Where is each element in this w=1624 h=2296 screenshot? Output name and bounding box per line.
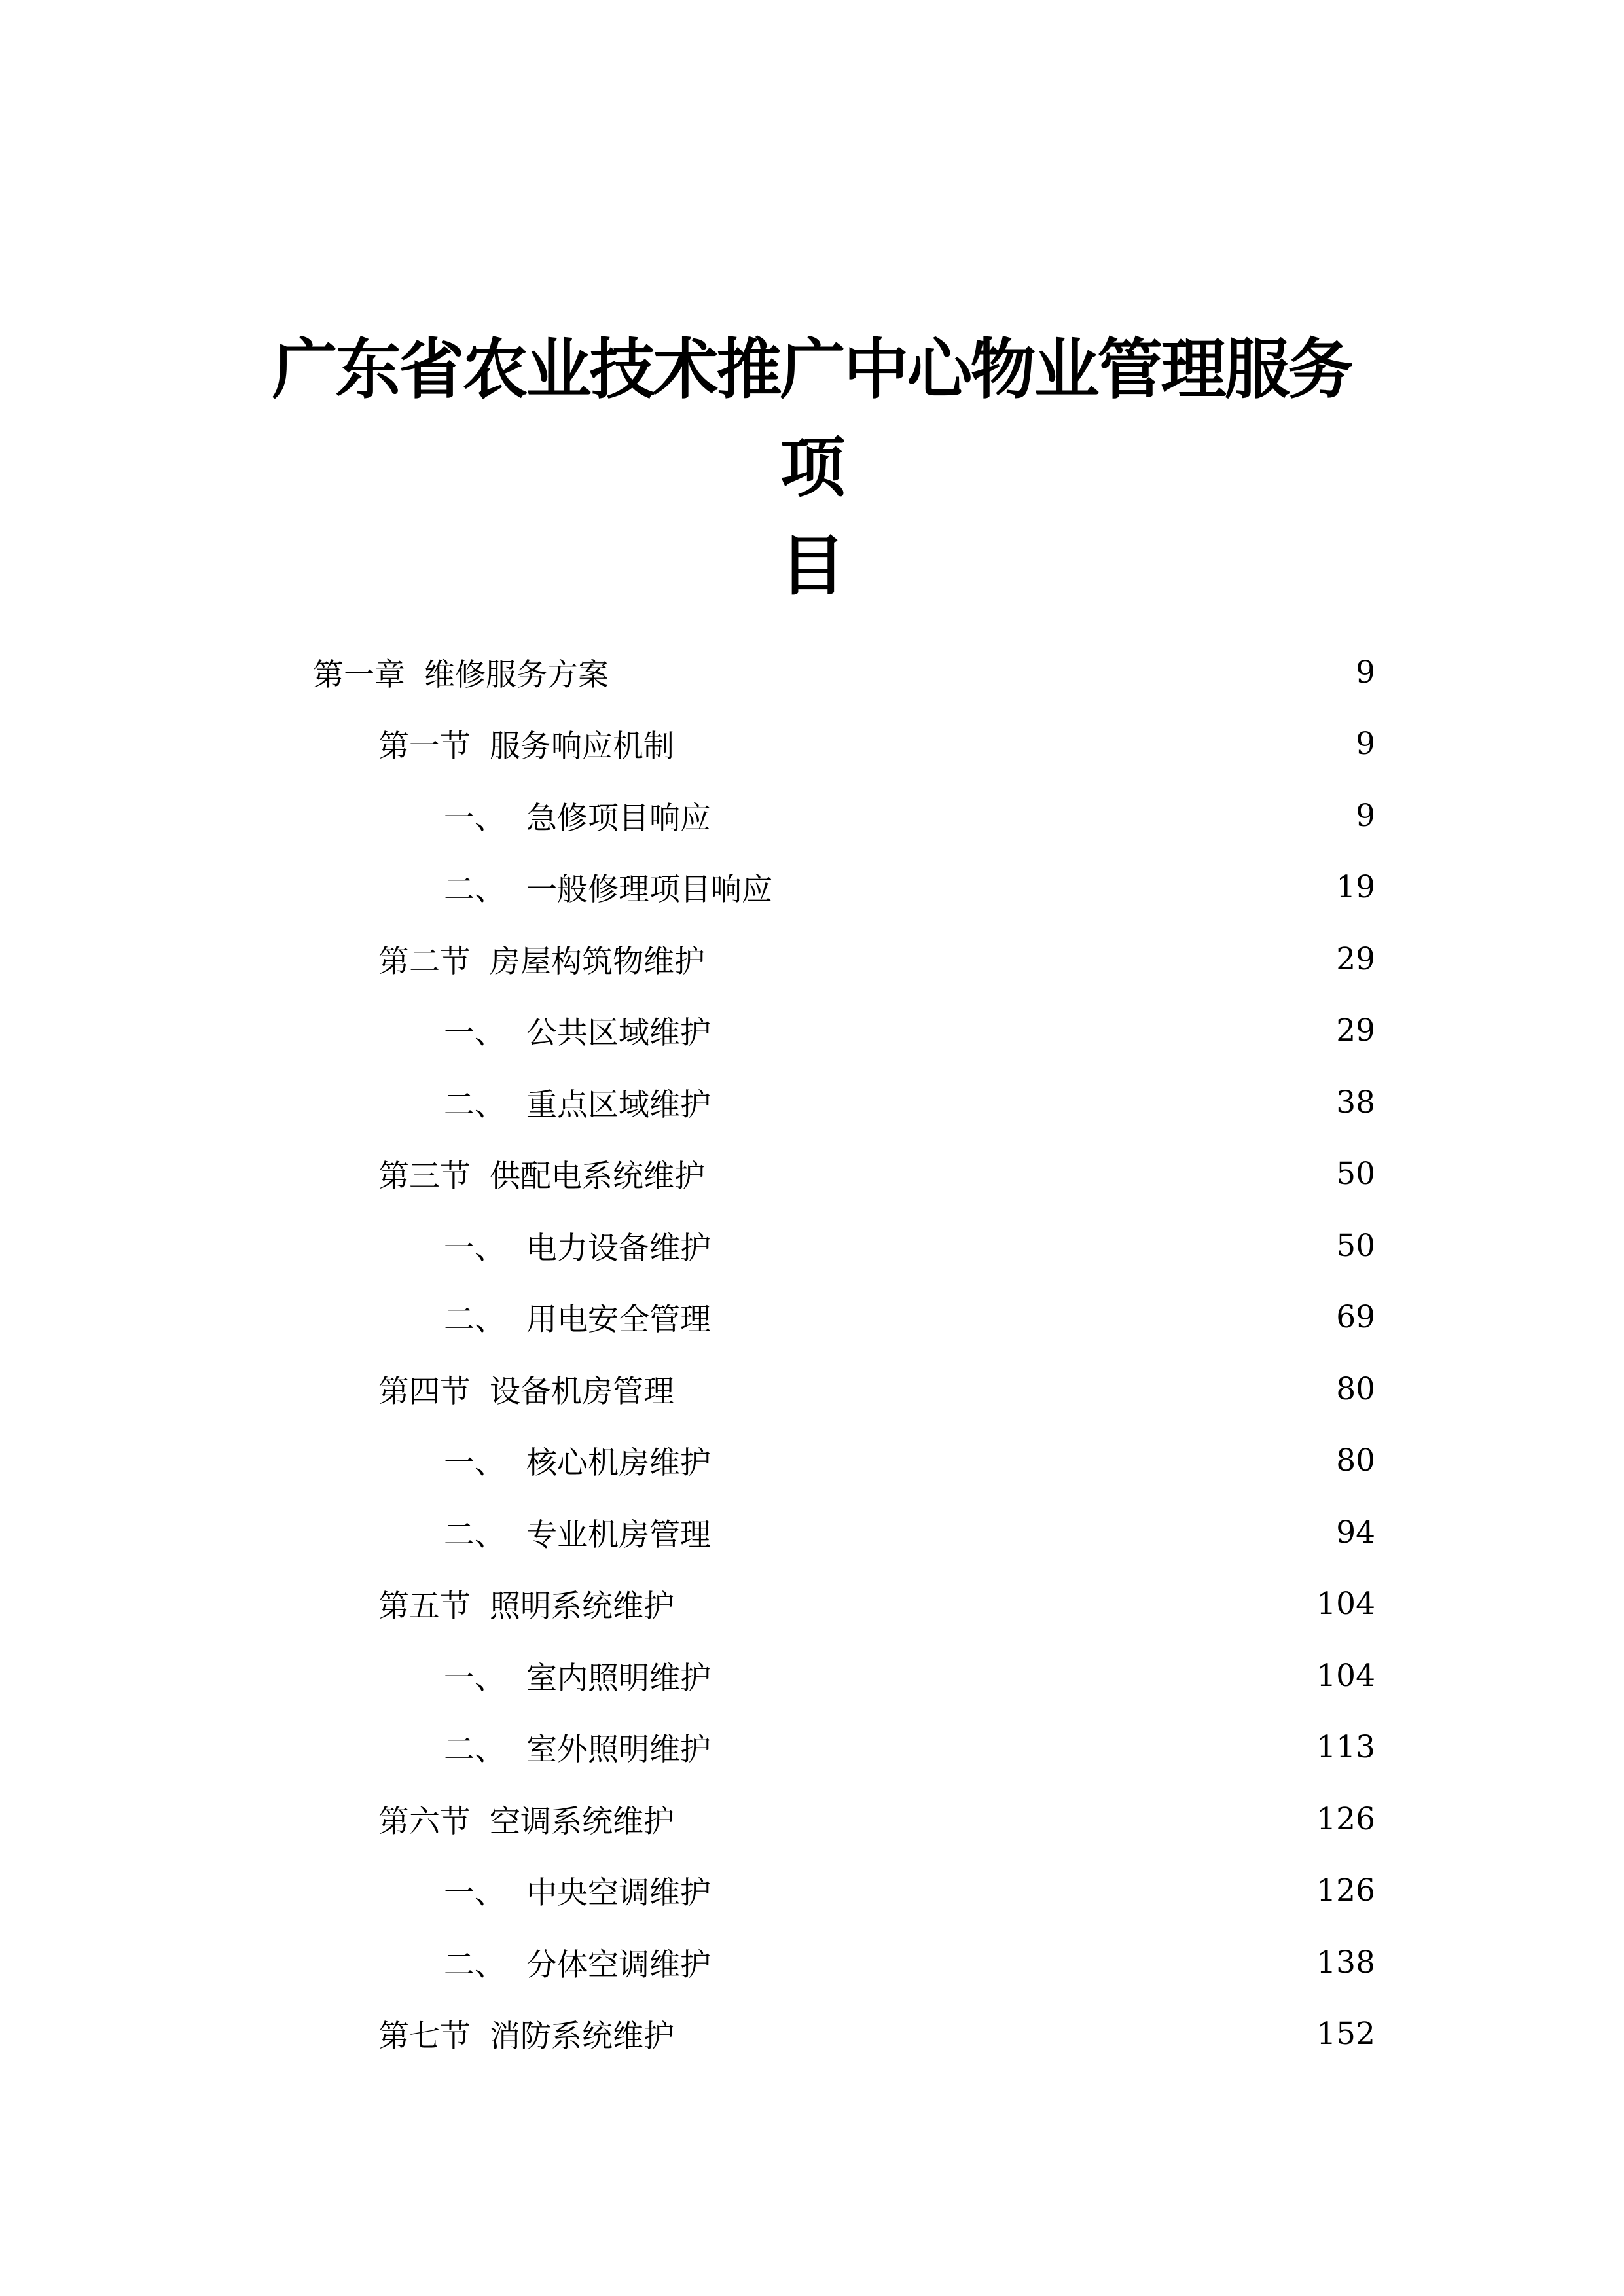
- toc-entry-title: 服务响应机制: [490, 728, 674, 764]
- toc-entry-subsection[interactable]: [444, 1933, 1375, 1992]
- toc-entry-label: [444, 865, 772, 909]
- toc-entry-section[interactable]: [378, 714, 1375, 773]
- toc-entry-title: 空调系统维护: [490, 1803, 674, 1840]
- toc-entry-number: 第一节: [378, 728, 471, 764]
- toc-entry-label: [444, 1725, 711, 1769]
- toc-entry-subsection[interactable]: [444, 1861, 1375, 1920]
- toc-entry-title: 供配电系统维护: [490, 1158, 705, 1194]
- document-title: [249, 321, 1375, 615]
- toc-page-number: 113: [1316, 1729, 1375, 1765]
- toc-page-number: 104: [1316, 1657, 1375, 1694]
- toc-entry-label: [378, 1152, 705, 1196]
- toc-dot-leader: [678, 1376, 1327, 1402]
- toc-entry-number: 一、: [444, 1660, 505, 1696]
- toc-entry-number: 第二节: [378, 943, 471, 980]
- toc-dot-leader: [715, 802, 1346, 829]
- toc-entry-label: [378, 2012, 674, 2056]
- document-title-line-2: 目: [780, 528, 844, 604]
- toc-entry-title: 室外照明维护: [526, 1731, 711, 1768]
- toc-dot-leader: [715, 1232, 1327, 1259]
- toc-entry-title: 室内照明维护: [526, 1660, 711, 1696]
- toc-dot-leader: [709, 1160, 1327, 1187]
- toc-dot-leader: [678, 1590, 1307, 1617]
- toc-entry-label: [378, 1582, 674, 1626]
- toc-entry-number: 一、: [444, 1230, 505, 1266]
- toc-page-number: 126: [1316, 1872, 1375, 1909]
- toc-entry-section[interactable]: [378, 1144, 1375, 1203]
- toc-entry-subsection[interactable]: [444, 1001, 1375, 1060]
- toc-page-number: 9: [1356, 725, 1375, 762]
- toc-entry-subsection[interactable]: [444, 1503, 1375, 1562]
- document-title-line-1: 广东省农业技术推广中心物业管理服务项: [272, 331, 1352, 506]
- toc-entry-section[interactable]: [378, 929, 1375, 988]
- toc-entry-title: 重点区域维护: [526, 1086, 711, 1123]
- toc-entry-section[interactable]: [378, 1789, 1375, 1848]
- toc-entry-number: 一、: [444, 1014, 505, 1051]
- toc-entry-title: 专业机房管理: [526, 1516, 711, 1553]
- toc-entry-label: [444, 1224, 711, 1268]
- toc-entry-title: 分体空调维护: [526, 1946, 711, 1983]
- toc-page-number: 50: [1336, 1227, 1375, 1264]
- toc-entry-subsection[interactable]: [444, 1431, 1375, 1490]
- toc-entry-title: 房屋构筑物维护: [490, 943, 705, 980]
- toc-page-number: 29: [1336, 941, 1375, 977]
- toc-dot-leader: [709, 946, 1327, 972]
- toc-entry-title: 用电安全管理: [526, 1301, 711, 1338]
- toc-entry-number: 第三节: [378, 1158, 471, 1194]
- toc-page-number: 9: [1356, 654, 1375, 691]
- toc-entry-title: 电力设备维护: [526, 1230, 711, 1266]
- toc-dot-leader: [776, 874, 1327, 900]
- toc-dot-leader: [715, 1089, 1327, 1115]
- toc-dot-leader: [613, 659, 1346, 685]
- toc-dot-leader: [715, 1877, 1307, 1903]
- toc-dot-leader: [715, 1734, 1307, 1760]
- toc-entry-label: [444, 1869, 711, 1912]
- toc-entry-number: 第五节: [378, 1588, 471, 1624]
- toc-entry-subsection[interactable]: [444, 1287, 1375, 1346]
- toc-dot-leader: [715, 1304, 1327, 1330]
- toc-entry-title: 维修服务方案: [424, 656, 609, 693]
- toc-page-number: 94: [1336, 1514, 1375, 1551]
- toc-entry-number: 二、: [444, 1516, 505, 1553]
- toc-entry-subsection[interactable]: [444, 1646, 1375, 1705]
- toc-entry-label: [378, 1367, 674, 1411]
- toc-entry-number: 第七节: [378, 2018, 471, 2054]
- toc-entry-chapter[interactable]: [313, 643, 1375, 702]
- toc-entry-title: 消防系统维护: [490, 2018, 674, 2054]
- toc-dot-leader: [715, 1017, 1327, 1043]
- toc-entry-label: [444, 1295, 711, 1339]
- toc-entry-label: [444, 1081, 711, 1124]
- toc-page-number: 9: [1356, 797, 1375, 834]
- toc-entry-label: [444, 1511, 711, 1554]
- toc-entry-number: 二、: [444, 1946, 505, 1983]
- toc-page-number: 50: [1336, 1155, 1375, 1192]
- toc-entry-title: 一般修理项目响应: [526, 871, 772, 908]
- toc-entry-section[interactable]: [378, 1574, 1375, 1633]
- toc-entry-number: 第四节: [378, 1373, 471, 1410]
- toc-page-number: 29: [1336, 1012, 1375, 1049]
- toc-page-number: 126: [1316, 1801, 1375, 1837]
- toc-dot-leader: [715, 1519, 1327, 1545]
- toc-dot-leader: [715, 1662, 1307, 1689]
- toc-entry-subsection[interactable]: [444, 1717, 1375, 1776]
- toc-entry-title: 急修项目响应: [526, 800, 711, 836]
- toc-entry-title: 公共区域维护: [526, 1014, 711, 1051]
- toc-dot-leader: [715, 1949, 1307, 1975]
- toc-entry-title: 核心机房维护: [526, 1444, 711, 1481]
- toc-entry-label: [313, 651, 609, 694]
- toc-page-number: 80: [1336, 1371, 1375, 1407]
- toc-entry-number: 一、: [444, 800, 505, 836]
- toc-page-number: 104: [1316, 1585, 1375, 1622]
- toc-entry-label: [444, 794, 711, 838]
- toc-entry-subsection[interactable]: [444, 857, 1375, 916]
- toc-entry-label: [444, 1009, 711, 1052]
- toc-page-number: 69: [1336, 1299, 1375, 1335]
- toc-page-number: 38: [1336, 1084, 1375, 1121]
- toc-entry-number: 一、: [444, 1444, 505, 1481]
- toc-entry-number: 二、: [444, 871, 505, 908]
- toc-entry-label: [378, 722, 674, 766]
- toc-page-number: 138: [1316, 1944, 1375, 1981]
- toc-dot-leader: [678, 730, 1346, 757]
- toc-entry-label: [444, 1654, 711, 1698]
- toc-entry-number: 二、: [444, 1086, 505, 1123]
- toc-entry-section[interactable]: [378, 1359, 1375, 1418]
- toc-entry-section[interactable]: [378, 2004, 1375, 2063]
- toc-dot-leader: [678, 1806, 1307, 1832]
- toc-entry-number: 第六节: [378, 1803, 471, 1840]
- toc-entry-number: 一、: [444, 1874, 505, 1911]
- toc-entry-label: [444, 1439, 711, 1482]
- toc-entry-number: 二、: [444, 1301, 505, 1338]
- toc-page-number: 152: [1316, 2015, 1375, 2052]
- toc-entry-label: [378, 1797, 674, 1841]
- toc-entry-label: [444, 1941, 711, 1984]
- toc-dot-leader: [715, 1447, 1327, 1473]
- toc-entry-subsection[interactable]: [444, 786, 1375, 845]
- toc-entry-title: 中央空调维护: [526, 1874, 711, 1911]
- toc-entry-subsection[interactable]: [444, 1216, 1375, 1275]
- toc-entry-label: [378, 937, 705, 981]
- toc-entry-title: 照明系统维护: [490, 1588, 674, 1624]
- toc-entry-number: 二、: [444, 1731, 505, 1768]
- toc-entry-number: 第一章: [313, 656, 405, 693]
- toc-page-number: 19: [1336, 869, 1375, 905]
- toc-entry-subsection[interactable]: [444, 1073, 1375, 1132]
- toc-entry-title: 设备机房管理: [490, 1373, 674, 1410]
- toc-dot-leader: [678, 2020, 1307, 2047]
- toc-page-number: 80: [1336, 1442, 1375, 1479]
